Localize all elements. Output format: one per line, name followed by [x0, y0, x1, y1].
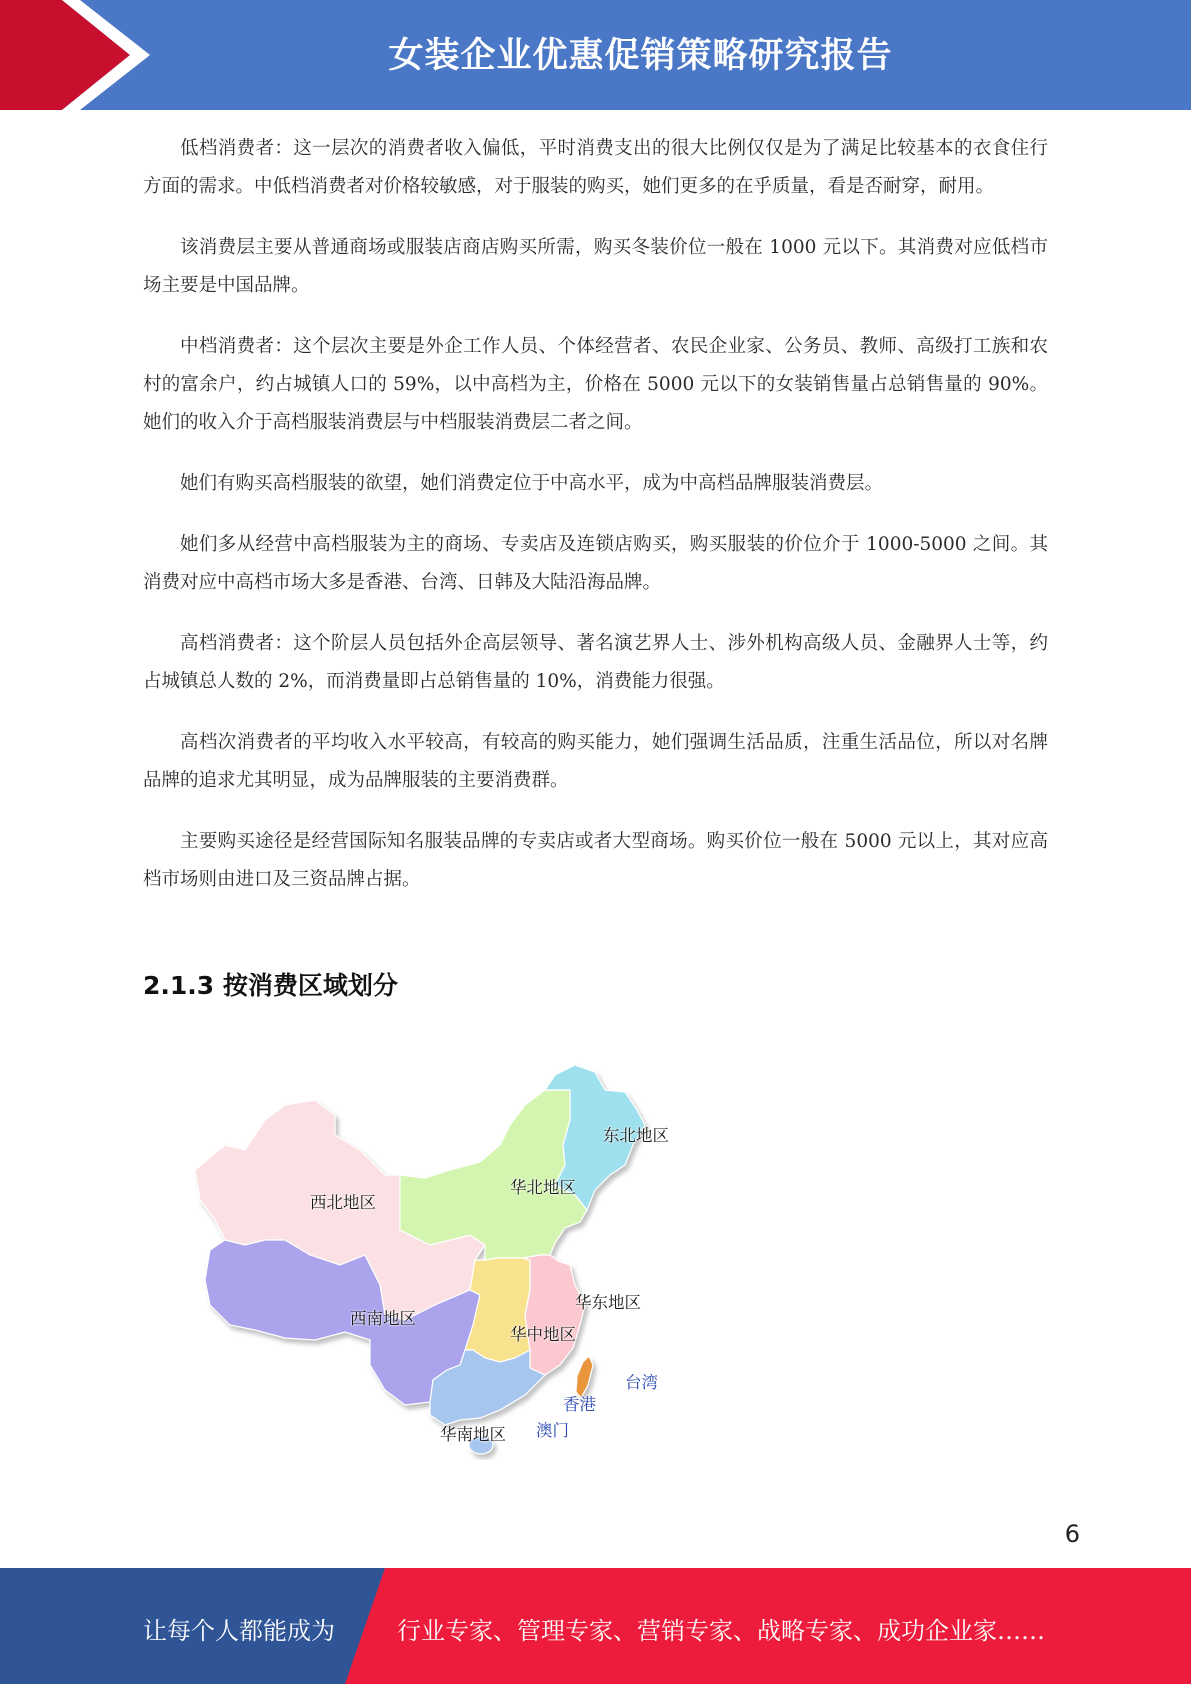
paragraph: 高档次消费者的平均收入水平较高，有较高的购买能力，她们强调生活品质，注重生活品位，所以对名牌品牌的追求尤其明显，成为品牌服装的主要消费群。 [143, 732, 1048, 791]
paragraph: 主要购买途径是经营国际知名服装品牌的专卖店或者大型商场。购买价位一般在 5000 元以上，其对应高档市场则由进口及三资品牌占据。 [143, 831, 1048, 890]
paragraph: 她们多从经营中高档服装为主的商场、专卖店及连锁店购买，购买服装的价位介于 1000-5000 之间。其消费对应中高档市场大多是香港、台湾、日韩及大陆沿海品牌。 [143, 534, 1048, 593]
paragraph: 该消费层主要从普通商场或服装店商店购买所需，购买冬装价位一般在 1000 元以下。其消费对应低档市场主要是中国品牌。 [143, 237, 1048, 296]
paragraph: 中档消费者：这个层次主要是外企工作人员、个体经营者、农民企业家、公务员、教师、高级打工族和农村的富余户，约占城镇人口的 59%，以中高档为主，价格在 5000 元以下的女装销售量占总销售量的 90%。她们的收入介于高档服装消费层与中档服装消费层二者之间。 [143, 336, 1048, 433]
paragraph: 低档消费者：这一层次的消费者收入偏低，平时消费支出的很大比例仅仅是为了满足比较基本的衣食住行方面的需求。中低档消费者对价格较敏感，对于服装的购买，她们更多的在乎质量，看是否耐穿，耐用。 [143, 138, 1048, 197]
page-number: 6 [1064, 1520, 1080, 1548]
header-banner [0, 0, 1191, 110]
label-northwest: 西北地区 [310, 1193, 376, 1212]
china-region-map [185, 1050, 685, 1460]
paragraph: 高档消费者：这个阶层人员包括外企高层领导、著名演艺界人士、涉外机构高级人员、金融界人士等，约占城镇总人数的 2%，而消费量即占总销售量的 10%，消费能力很强。 [143, 633, 1048, 692]
label-east: 华东地区 [575, 1293, 641, 1312]
label-north: 华北地区 [510, 1178, 576, 1197]
header-chevron-icon [0, 0, 160, 110]
label-taiwan: 台湾 [625, 1373, 658, 1392]
footer-slogan-left: 让每个人都能成为 [143, 1617, 335, 1645]
label-northeast: 东北地区 [603, 1126, 669, 1145]
label-macau: 澳门 [536, 1421, 569, 1440]
section-heading: 2.1.3 按消费区域划分 [143, 971, 398, 1000]
report-title: 女装企业优惠促销策略研究报告 [388, 36, 893, 76]
label-hongkong: 香港 [563, 1395, 596, 1414]
region-east [523, 1255, 585, 1375]
paragraph: 她们有购买高档服装的欲望，她们消费定位于中高水平，成为中高档品牌服装消费层。 [180, 473, 884, 494]
label-south: 华南地区 [440, 1425, 506, 1444]
map-graphic [185, 1050, 685, 1460]
footer-banner [0, 1568, 1191, 1684]
footer-slogan-right: 行业专家、管理专家、营销专家、战略专家、成功企业家…… [397, 1617, 1045, 1645]
label-central: 华中地区 [510, 1325, 576, 1344]
label-southwest: 西南地区 [350, 1309, 416, 1328]
body-text [143, 130, 1048, 922]
